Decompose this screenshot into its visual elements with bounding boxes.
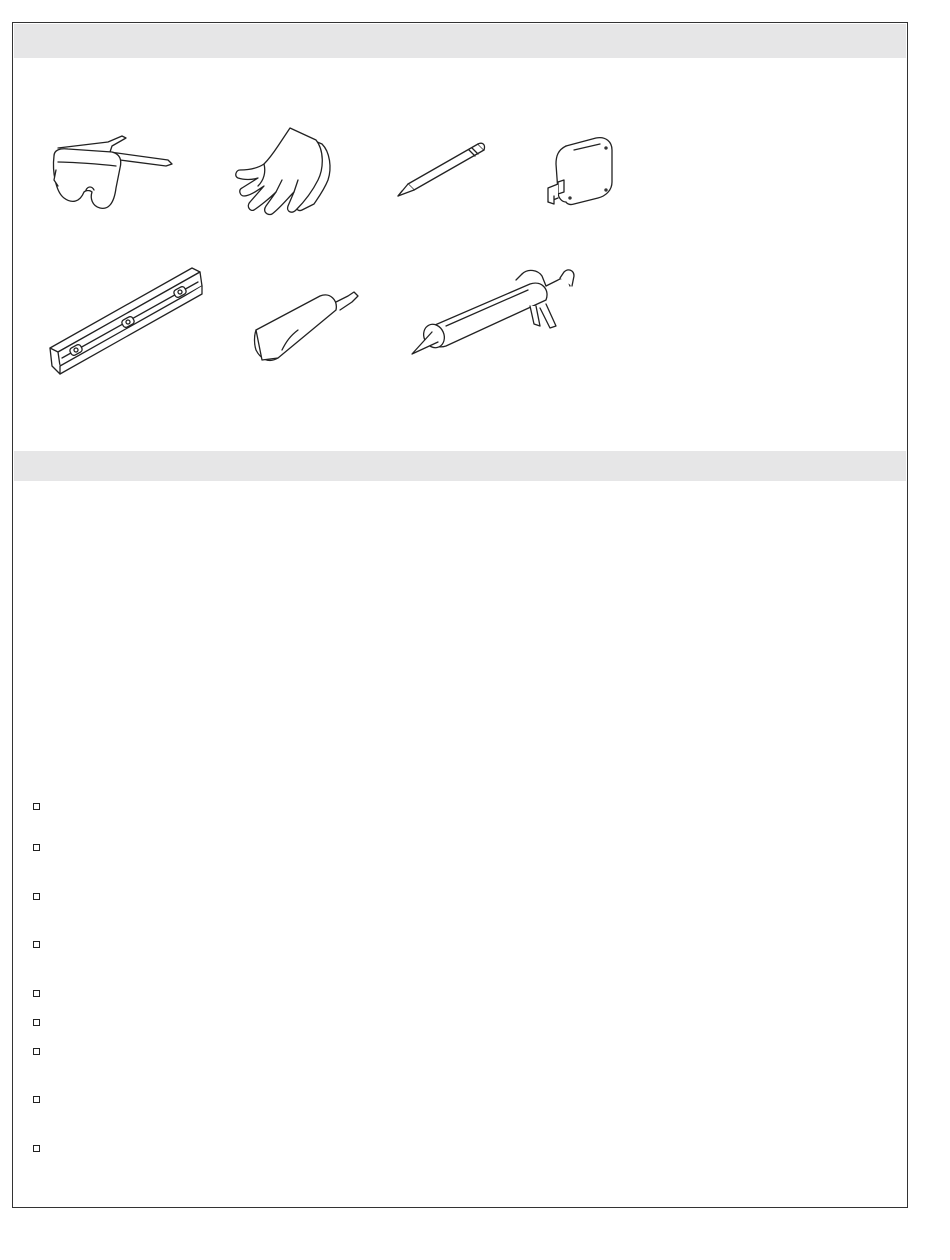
checkbox-6[interactable] <box>33 1019 40 1026</box>
checkbox-9[interactable] <box>33 1145 40 1152</box>
checkbox-7[interactable] <box>33 1048 40 1055</box>
safety-glasses-icon <box>50 128 180 218</box>
pencil-icon <box>394 140 490 200</box>
checkbox-3[interactable] <box>33 893 40 900</box>
gloves-icon <box>232 124 342 218</box>
sealant-tube-icon <box>250 288 362 364</box>
checkbox-5[interactable] <box>33 990 40 997</box>
tape-measure-icon <box>544 134 616 210</box>
section-header-tools <box>14 24 906 58</box>
section-header-checklist <box>14 451 906 481</box>
checkbox-8[interactable] <box>33 1096 40 1103</box>
checkbox-1[interactable] <box>33 803 40 810</box>
caulking-gun-icon <box>410 266 582 362</box>
level-icon <box>46 262 210 380</box>
checkbox-2[interactable] <box>33 844 40 851</box>
checkbox-4[interactable] <box>33 941 40 948</box>
